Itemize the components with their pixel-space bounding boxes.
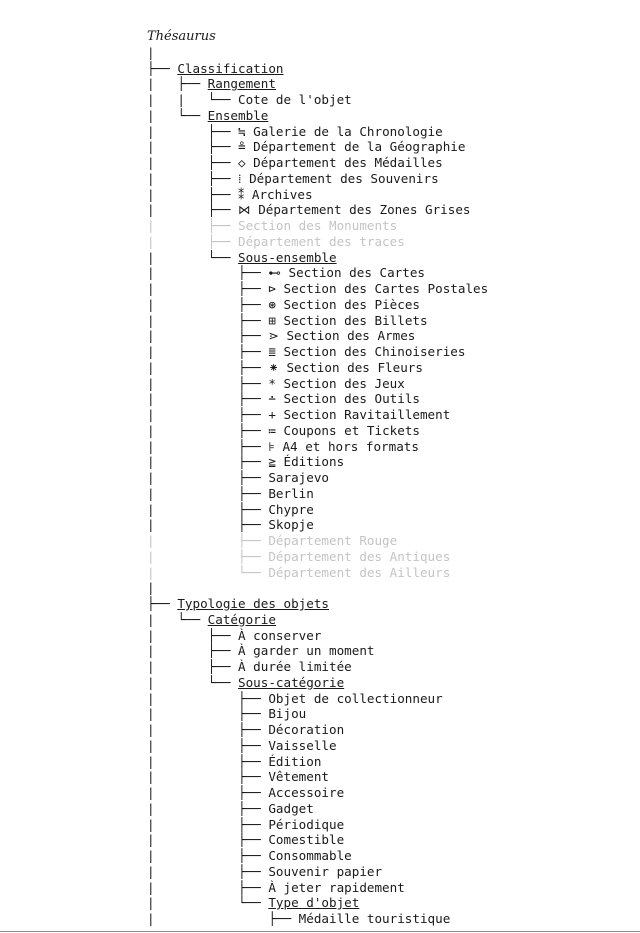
tree-node[interactable] — [147, 675, 488, 691]
tree-node — [147, 549, 488, 565]
tree-node-label: Vaisselle — [268, 737, 337, 753]
tree-node — [147, 423, 488, 439]
thesaurus-tree — [147, 29, 488, 927]
node-symbol-icon: ∸ — [268, 391, 284, 407]
tree-node[interactable] — [147, 895, 488, 911]
tree-connector: | ├── — [147, 785, 269, 800]
tree-connector: | — [147, 580, 155, 596]
tree-node[interactable] — [147, 596, 488, 612]
tree-node-label: Berlin — [268, 485, 314, 501]
tree-node-label: Consommable — [268, 848, 352, 863]
tree-node-label: Section des Cartes — [288, 265, 425, 281]
node-symbol-icon: ≣ — [268, 344, 284, 359]
tree-node — [147, 391, 488, 407]
tree-node-label: Section des Pièces — [283, 296, 420, 312]
tree-connector: | ├── — [147, 391, 269, 407]
tree-node-link[interactable]: Sous-ensemble — [238, 249, 337, 265]
node-symbol-icon: ≒ — [238, 123, 254, 139]
tree-connector: | ├── — [147, 375, 269, 391]
tree-node — [147, 376, 488, 392]
tree-connector: | | └── — [147, 92, 238, 107]
tree-connector: | ├── — [147, 800, 269, 816]
tree-node — [147, 328, 488, 344]
tree-connector: | ├── — [147, 501, 269, 517]
tree-connector: | ├── — [147, 485, 269, 501]
tree-node — [147, 124, 488, 140]
tree-node — [147, 454, 488, 470]
tree-connector: | ├── — [147, 533, 269, 548]
tree-connector: | ├── — [147, 328, 269, 344]
tree-node[interactable] — [147, 612, 488, 628]
tree-connector: | ├── — [147, 769, 269, 785]
tree-node-label: Souvenir papier — [268, 863, 383, 879]
tree-node — [147, 769, 488, 785]
tree-connector: | ├── — [147, 659, 238, 674]
node-symbol-icon: * — [268, 375, 284, 391]
tree-node-label: Section des Cartes Postales — [283, 281, 489, 296]
tree-node — [147, 187, 488, 203]
tree-connector: | └── — [147, 249, 238, 265]
tree-node-link[interactable]: Typologie des objets — [177, 596, 329, 611]
tree-node — [147, 832, 488, 848]
tree-connector: | ├── — [147, 470, 269, 485]
tree-node-label: Section des Armes — [286, 328, 416, 344]
tree-node-label: Bijou — [268, 706, 307, 722]
tree-connector: | ├── — [147, 863, 269, 879]
tree-node-label: Galerie de la Chronologie — [253, 123, 443, 139]
tree-connector: | ├── — [147, 627, 238, 643]
tree-node[interactable] — [147, 108, 488, 124]
tree-node-label: A4 et hors formats — [282, 438, 419, 454]
tree-rows — [147, 45, 488, 927]
tree-node-label: À garder un moment — [238, 643, 375, 659]
tree-connector: | ├── — [147, 312, 269, 328]
tree-node-label: À durée limitée — [238, 659, 352, 674]
tree-node — [147, 785, 488, 801]
tree-node-label: Éditions — [283, 454, 345, 470]
tree-node — [147, 533, 488, 549]
node-symbol-icon: ⁞ — [238, 170, 250, 186]
node-symbol-icon: ≧ — [268, 454, 284, 470]
tree-connector: | ├── — [147, 186, 238, 202]
tree-node-label: Section des Monuments — [238, 218, 398, 233]
tree-node — [147, 155, 488, 171]
tree-node-label: Vêtement — [268, 769, 329, 785]
tree-node-link[interactable]: Classification — [177, 60, 284, 76]
tree-node — [147, 234, 488, 250]
tree-node-link[interactable]: Sous-catégorie — [238, 674, 345, 690]
tree-node — [147, 313, 488, 329]
tree-node-label: Département des Antiques — [268, 548, 451, 564]
tree-node-label: Département des Médailles — [253, 155, 443, 170]
tree-connector: | └── — [147, 564, 269, 580]
tree-node-label: Chypre — [268, 501, 314, 517]
tree-node-label: Accessoire — [268, 785, 345, 800]
tree-node-label: Cote de l'objet — [238, 92, 352, 107]
tree-node-label: Section des Chinoiseries — [283, 344, 466, 359]
node-symbol-icon: ⁑ — [238, 186, 252, 202]
tree-connector-line — [147, 45, 488, 61]
tree-node-link[interactable]: Type d'objet — [268, 895, 360, 911]
tree-connector: | ├── — [147, 265, 269, 281]
tree-connector: | ├── — [147, 139, 238, 155]
tree-node-link[interactable]: Rangement — [207, 76, 276, 92]
node-symbol-icon: ⊞ — [268, 312, 284, 328]
tree-node-label: Sarajevo — [268, 470, 329, 485]
tree-node — [147, 265, 488, 281]
tree-connector: | ├── — [147, 454, 269, 470]
tree-node-label: Section des Billets — [283, 312, 428, 328]
tree-connector: | ├── — [147, 832, 269, 848]
node-symbol-icon: ⊷ — [268, 265, 289, 281]
tree-node-label: Département des Zones Grises — [258, 202, 471, 218]
tree-connector: | ├── — [147, 737, 269, 753]
tree-connector: | ├── — [147, 911, 299, 926]
tree-node — [147, 171, 488, 187]
tree-node-label: Périodique — [268, 816, 345, 832]
tree-connector: | ├── — [147, 690, 269, 706]
tree-node-link[interactable]: Ensemble — [207, 107, 269, 123]
tree-node — [147, 470, 488, 486]
tree-node-label: Archives — [251, 186, 313, 202]
tree-connector: | ├── — [147, 281, 269, 296]
tree-node — [147, 628, 488, 644]
node-symbol-icon: ⊳ — [268, 281, 284, 296]
tree-node — [147, 202, 488, 218]
node-symbol-icon: ⊛ — [268, 296, 284, 312]
tree-connector: | — [147, 44, 155, 60]
tree-connector: | ├── — [147, 643, 238, 659]
tree-connector: | └── — [147, 674, 238, 690]
node-symbol-icon: ⊧ — [268, 438, 283, 454]
tree-connector: | ├── — [147, 407, 269, 422]
tree-connector-line — [147, 580, 488, 596]
tree-connector: | ├── — [147, 722, 269, 737]
tree-node — [147, 691, 488, 707]
tree-node-label: Édition — [268, 753, 322, 769]
tree-connector: | ├── — [147, 706, 269, 722]
tree-node — [147, 864, 488, 880]
tree-connector: | ├── — [147, 753, 269, 769]
tree-node — [147, 738, 488, 754]
tree-node — [147, 801, 488, 817]
tree-node-label: Département des traces — [238, 233, 405, 249]
tree-node — [147, 848, 488, 864]
tree-connector: | ├── — [147, 344, 269, 359]
tree-node-label: Département de la Géographie — [253, 139, 466, 155]
tree-node-label: Comestible — [268, 832, 345, 848]
tree-connector: ├── — [147, 60, 178, 76]
tree-node — [147, 139, 488, 155]
tree-connector: | ├── — [147, 438, 269, 454]
tree-node[interactable] — [147, 61, 488, 77]
tree-node — [147, 565, 488, 581]
tree-node-label: Département des Ailleurs — [268, 564, 451, 580]
tree-node — [147, 360, 488, 376]
tree-node — [147, 911, 488, 927]
tree-node-label: Skopje — [268, 517, 314, 533]
tree-node-label: Département Rouge — [268, 533, 398, 548]
tree-connector: | ├── — [147, 422, 269, 438]
tree-connector: | └── — [147, 611, 208, 627]
node-symbol-icon: ◇ — [238, 155, 254, 170]
tree-node — [147, 407, 488, 423]
tree-node — [147, 439, 488, 455]
tree-node-label: Section des Fleurs — [286, 359, 423, 375]
tree-node-label: Médaille touristique — [298, 911, 451, 926]
tree-node — [147, 281, 488, 297]
tree-node-label: À jeter rapidement — [268, 879, 405, 895]
tree-node — [147, 297, 488, 313]
tree-node — [147, 218, 488, 234]
tree-node-label: À conserver — [238, 627, 322, 643]
tree-node — [147, 517, 488, 533]
tree-connector: | ├── — [147, 517, 269, 533]
tree-connector: ├── — [147, 596, 178, 611]
tree-connector: | ├── — [147, 76, 208, 92]
page-bottom-divider — [0, 931, 640, 932]
tree-connector: | ├── — [147, 359, 269, 375]
tree-node[interactable] — [147, 250, 488, 266]
tree-connector: | └── — [147, 107, 208, 123]
tree-connector: | ├── — [147, 816, 269, 832]
tree-node — [147, 92, 488, 108]
node-symbol-icon: ≔ — [268, 422, 284, 438]
tree-node — [147, 722, 488, 738]
node-symbol-icon: ≗ — [238, 139, 254, 155]
node-symbol-icon: ⁕ — [268, 359, 287, 375]
tree-connector: | ├── — [147, 218, 238, 233]
tree-node — [147, 754, 488, 770]
tree-connector: | ├── — [147, 296, 269, 312]
tree-connector: | ├── — [147, 202, 238, 218]
tree-node-label: Coupons et Tickets — [283, 422, 420, 438]
node-symbol-icon: ⋈ — [238, 202, 259, 218]
tree-node-link[interactable]: Catégorie — [207, 611, 276, 627]
tree-node — [147, 880, 488, 896]
tree-connector: | └── — [147, 895, 269, 911]
tree-connector: | ├── — [147, 879, 269, 895]
tree-node — [147, 659, 488, 675]
tree-connector: | ├── — [147, 548, 269, 564]
tree-node — [147, 344, 488, 360]
tree-node — [147, 502, 488, 518]
tree-node-label: Section Ravitaillement — [283, 407, 451, 422]
tree-connector: | ├── — [147, 233, 238, 249]
tree-node-label: Décoration — [268, 722, 345, 737]
tree-node-label: Section des Outils — [283, 391, 420, 407]
tree-node — [147, 817, 488, 833]
tree-node — [147, 706, 488, 722]
tree-node — [147, 486, 488, 502]
tree-node-label: Gadget — [268, 800, 314, 816]
tree-connector: | ├── — [147, 848, 269, 863]
tree-node[interactable] — [147, 76, 488, 92]
page-title: Thésaurus — [147, 29, 216, 44]
tree-node-label: Département des Souvenirs — [249, 170, 439, 186]
tree-node — [147, 643, 488, 659]
tree-connector: | ├── — [147, 155, 238, 170]
tree-connector: | ├── — [147, 170, 238, 186]
node-symbol-icon: + — [268, 407, 284, 422]
tree-node-label: Objet de collectionneur — [268, 690, 443, 706]
node-symbol-icon: ⋗ — [268, 328, 287, 344]
tree-node-label: Section des Jeux — [283, 375, 405, 391]
tree-connector: | ├── — [147, 123, 238, 139]
